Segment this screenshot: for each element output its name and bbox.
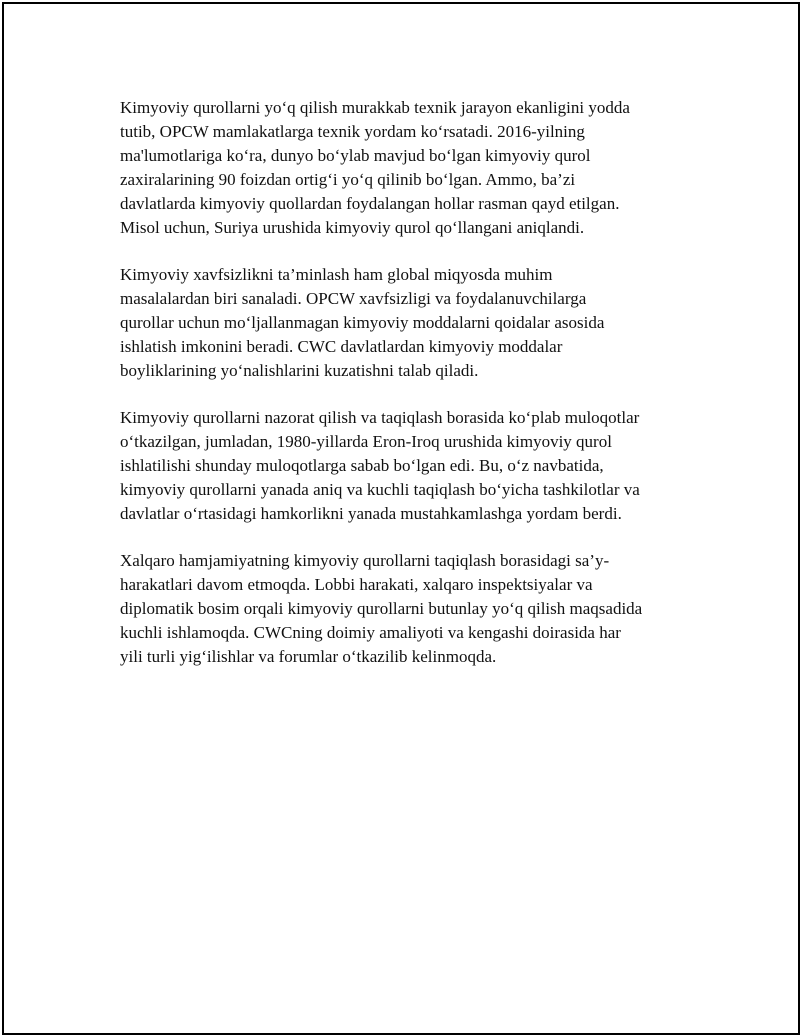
paragraph-2: Kimyoviy xavfsizlikni ta’minlash ham global miqyosda muhim masalalardan biri sanaladi. OPCW xavfsizligi va foydalanuvchilarga qurollar uchun mo‘ljallanmagan kimyoviy moddalarni qoidalar asosida ishlatish imkonini beradi. CWC davlatlardan kimyoviy moddalar boyliklarining yo‘nalishlarini kuzatishni talab qiladi. bbox=[120, 265, 605, 380]
document-page bbox=[2, 2, 800, 1035]
document-body bbox=[120, 96, 700, 692]
paragraph-4: Xalqaro hamjamiyatning kimyoviy qurollarni taqiqlash borasidagi sa’y- harakatlari davom etmoqda. Lobbi harakati, xalqaro inspektsiyalar va diplomatik bosim orqali kimyoviy qurollarni butunlay yo‘q qilish maqsadida kuchli ishlamoqda. CWCning doimiy amaliyoti va kengashi doirasida har yili turli yig‘ilishlar va forumlar o‘tkazilib kelinmoqda. bbox=[120, 551, 643, 666]
paragraph-3: Kimyoviy qurollarni nazorat qilish va taqiqlash borasida ko‘plab muloqotlar o‘tkazilgan, jumladan, 1980-yillarda Eron-Iroq urushida kimyoviy qurol ishlatilishi shunday muloqotlarga sabab bo‘lgan edi. Bu, o‘z navbatida, kimyoviy qurollarni yanada aniq va kuchli taqiqlash bo‘yicha tashkilotlar va davlatlar o‘rtasidagi hamkorlikni yanada mustahkamlashga yordam berdi. bbox=[120, 408, 640, 523]
paragraph-1: Kimyoviy qurollarni yo‘q qilish murakkab texnik jarayon ekanligini yodda tutib, OPCW mamlakatlarga texnik yordam ko‘rsatadi. 2016-yilning ma'lumotlariga ko‘ra, dunyo bo‘ylab mavjud bo‘lgan kimyoviy qurol zaxiralarining 90 foizdan ortig‘i yo‘q qilinib bo‘lgan. Ammo, ba’zi davlatlarda kimyoviy quollardan foydalangan hollar rasman qayd etilgan. Misol uchun, Suriya urushida kimyoviy qurol qo‘llangani aniqlandi. bbox=[120, 98, 630, 237]
